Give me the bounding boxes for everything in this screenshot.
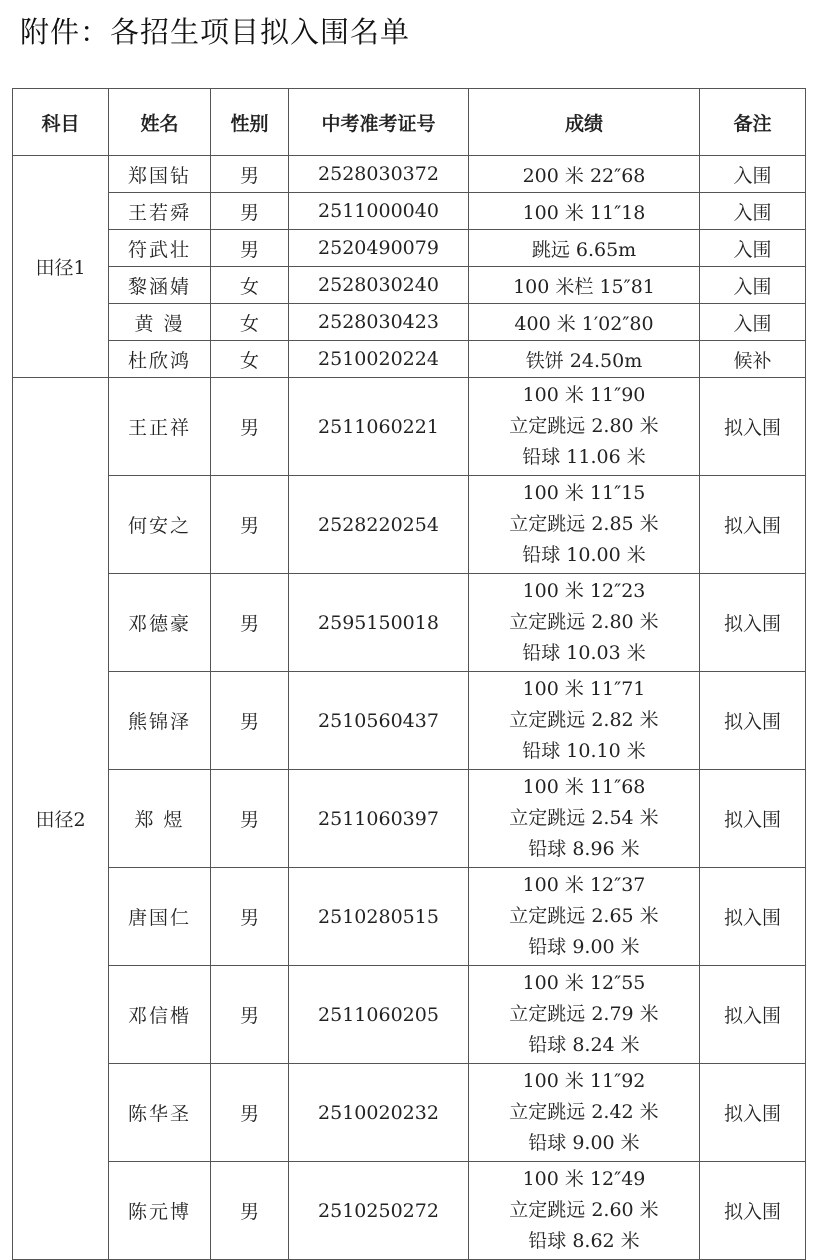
score-line: 100 米 11″90 <box>522 384 646 406</box>
table-row <box>13 672 806 770</box>
table-row <box>13 966 806 1064</box>
name-cell: 邓信楷 <box>109 966 211 1064</box>
exam-id-cell: 2528220254 <box>289 476 469 574</box>
score-line: 铅球 10.03 米 <box>522 642 646 664</box>
name-cell: 郑国钻 <box>109 156 211 193</box>
exam-id-cell: 2528030372 <box>289 156 469 193</box>
score-line: 立定跳远 2.80 米 <box>509 611 659 633</box>
gender-cell: 男 <box>211 193 289 230</box>
score-line: 立定跳远 2.42 米 <box>509 1101 659 1123</box>
header-gender: 性别 <box>211 89 289 156</box>
header-score: 成绩 <box>469 89 700 156</box>
note-cell: 拟入围 <box>700 574 806 672</box>
score-cell <box>469 1064 700 1162</box>
gender-cell: 女 <box>211 341 289 378</box>
gender-cell: 男 <box>211 378 289 476</box>
gender-cell: 男 <box>211 966 289 1064</box>
exam-id-cell: 2510020224 <box>289 341 469 378</box>
table-row <box>13 267 806 304</box>
note-cell: 入围 <box>700 304 806 341</box>
gender-cell: 女 <box>211 267 289 304</box>
score-cell: 100 米 11″18 <box>469 193 700 230</box>
table-row <box>13 1162 806 1260</box>
exam-id-cell: 2528030423 <box>289 304 469 341</box>
subject-cell: 田径1 <box>13 156 109 378</box>
gender-cell: 男 <box>211 230 289 267</box>
score-line: 铅球 8.24 米 <box>528 1034 640 1056</box>
gender-cell: 男 <box>211 476 289 574</box>
score-line: 铅球 11.06 米 <box>522 446 646 468</box>
exam-id-cell: 2595150018 <box>289 574 469 672</box>
table-row <box>13 341 806 378</box>
score-cell <box>469 1162 700 1260</box>
score-cell <box>469 378 700 476</box>
score-line: 立定跳远 2.82 米 <box>509 709 659 731</box>
score-cell: 400 米 1′02″80 <box>469 304 700 341</box>
table-row <box>13 378 806 476</box>
exam-id-cell: 2511060205 <box>289 966 469 1064</box>
score-cell: 200 米 22″68 <box>469 156 700 193</box>
score-line: 100 米 11″15 <box>522 482 646 504</box>
exam-id-cell: 2510280515 <box>289 868 469 966</box>
gender-cell: 男 <box>211 1064 289 1162</box>
header-exam-id: 中考准考证号 <box>289 89 469 156</box>
score-cell <box>469 476 700 574</box>
score-cell <box>469 574 700 672</box>
score-line: 铅球 9.00 米 <box>528 936 640 958</box>
score-line: 立定跳远 2.79 米 <box>509 1003 659 1025</box>
gender-cell: 男 <box>211 1162 289 1260</box>
table-row <box>13 156 806 193</box>
score-cell <box>469 966 700 1064</box>
score-line: 100 米 11″68 <box>522 776 646 798</box>
name-cell: 黎涵婧 <box>109 267 211 304</box>
table-row <box>13 193 806 230</box>
note-cell: 候补 <box>700 341 806 378</box>
table-row <box>13 770 806 868</box>
gender-cell: 男 <box>211 672 289 770</box>
exam-id-cell: 2511060221 <box>289 378 469 476</box>
name-cell: 熊锦泽 <box>109 672 211 770</box>
exam-id-cell: 2511000040 <box>289 193 469 230</box>
page-title: 附件：各招生项目拟入围名单 <box>20 15 411 49</box>
table-row <box>13 230 806 267</box>
score-cell: 100 米栏 15″81 <box>469 267 700 304</box>
note-cell: 拟入围 <box>700 770 806 868</box>
name-cell: 邓德豪 <box>109 574 211 672</box>
exam-id-cell: 2528030240 <box>289 267 469 304</box>
score-line: 立定跳远 2.65 米 <box>509 905 659 927</box>
name-cell: 杜欣鸿 <box>109 341 211 378</box>
score-line: 100 米 12″49 <box>522 1168 646 1190</box>
admission-table <box>12 88 806 1260</box>
exam-id-cell: 2510560437 <box>289 672 469 770</box>
score-line: 100 米 11″71 <box>522 678 646 700</box>
note-cell: 拟入围 <box>700 1162 806 1260</box>
name-cell: 王若舜 <box>109 193 211 230</box>
exam-id-cell: 2510020232 <box>289 1064 469 1162</box>
score-cell: 铁饼 24.50m <box>469 341 700 378</box>
exam-id-cell: 2510250272 <box>289 1162 469 1260</box>
table-row <box>13 868 806 966</box>
score-line: 100 米 12″55 <box>522 972 646 994</box>
name-cell: 何安之 <box>109 476 211 574</box>
score-line: 铅球 10.00 米 <box>522 544 646 566</box>
note-cell: 拟入围 <box>700 868 806 966</box>
score-line: 立定跳远 2.60 米 <box>509 1199 659 1221</box>
score-cell <box>469 672 700 770</box>
header-subject: 科目 <box>13 89 109 156</box>
note-cell: 入围 <box>700 193 806 230</box>
exam-id-cell: 2511060397 <box>289 770 469 868</box>
score-line: 100 米 12″23 <box>522 580 646 602</box>
gender-cell: 男 <box>211 868 289 966</box>
table-row <box>13 304 806 341</box>
score-line: 100 米 11″92 <box>522 1070 646 1092</box>
gender-cell: 男 <box>211 574 289 672</box>
note-cell: 入围 <box>700 230 806 267</box>
note-cell: 拟入围 <box>700 476 806 574</box>
name-cell: 符武壮 <box>109 230 211 267</box>
score-cell <box>469 770 700 868</box>
score-line: 立定跳远 2.54 米 <box>509 807 659 829</box>
name-cell: 陈元博 <box>109 1162 211 1260</box>
note-cell: 入围 <box>700 156 806 193</box>
gender-cell: 男 <box>211 770 289 868</box>
note-cell: 拟入围 <box>700 672 806 770</box>
score-line: 立定跳远 2.80 米 <box>509 415 659 437</box>
name-cell: 郑 煜 <box>109 770 211 868</box>
name-cell: 黄 漫 <box>109 304 211 341</box>
name-cell: 唐国仁 <box>109 868 211 966</box>
score-line: 铅球 9.00 米 <box>528 1132 640 1154</box>
score-line: 铅球 8.96 米 <box>528 838 640 860</box>
header-note: 备注 <box>700 89 806 156</box>
score-line: 铅球 8.62 米 <box>528 1230 640 1252</box>
score-cell <box>469 868 700 966</box>
table-row <box>13 476 806 574</box>
header-name: 姓名 <box>109 89 211 156</box>
score-line: 100 米 12″37 <box>522 874 646 896</box>
name-cell: 陈华圣 <box>109 1064 211 1162</box>
score-line: 立定跳远 2.85 米 <box>509 513 659 535</box>
subject-cell: 田径2 <box>13 378 109 1260</box>
exam-id-cell: 2520490079 <box>289 230 469 267</box>
gender-cell: 女 <box>211 304 289 341</box>
table-header-row <box>13 89 806 156</box>
note-cell: 拟入围 <box>700 378 806 476</box>
note-cell: 入围 <box>700 267 806 304</box>
note-cell: 拟入围 <box>700 1064 806 1162</box>
score-line: 铅球 10.10 米 <box>522 740 646 762</box>
name-cell: 王正祥 <box>109 378 211 476</box>
note-cell: 拟入围 <box>700 966 806 1064</box>
table-row <box>13 574 806 672</box>
gender-cell: 男 <box>211 156 289 193</box>
table-row <box>13 1064 806 1162</box>
score-cell: 跳远 6.65m <box>469 230 700 267</box>
